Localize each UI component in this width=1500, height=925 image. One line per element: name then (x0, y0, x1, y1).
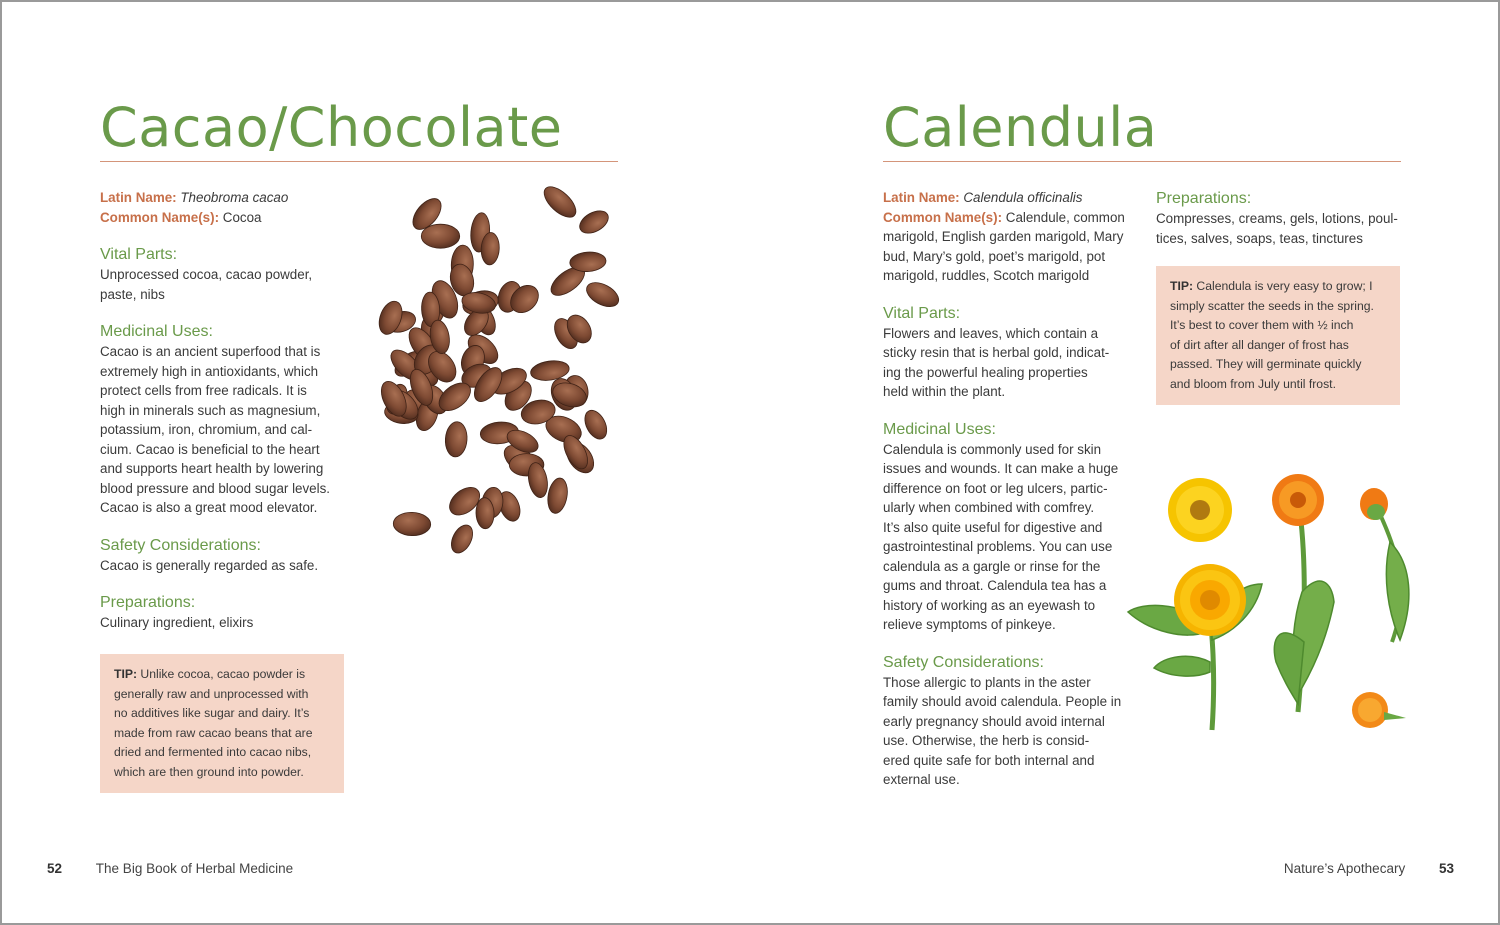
text-line: family should avoid calendula. People in (883, 694, 1122, 709)
text-line: blood pressure and blood sugar levels. (100, 480, 331, 496)
text-line: early pregnancy should avoid internal (883, 713, 1105, 729)
page-number-left: 52 (47, 861, 63, 876)
calendula-flowers-image (1120, 472, 1420, 742)
text-line: paste, nibs (100, 286, 165, 302)
calendula-plant-bud (1360, 488, 1409, 642)
text-line: calendula as a gargle or rinse for the (883, 558, 1101, 574)
tip-line: which are then ground into powder. (114, 764, 304, 779)
cacao-bean (569, 251, 606, 273)
text-line: gums and throat. Calendula tea has a (883, 578, 1107, 593)
vital-parts-heading: Vital Parts: (883, 304, 961, 322)
cacao-bean (421, 224, 459, 248)
text-line: Compresses, creams, gels, lotions, poul- (1156, 211, 1398, 226)
text-line: high in minerals such as magnesium, (100, 402, 321, 418)
calendula-plant-orange (1272, 474, 1334, 712)
tip-box-calendula: TIP: Calendula is very easy to grow; I simply scatter the seeds in the spring. It’s best to cover them with ½ inch of dirt after all danger of frost has passed. They will germinate quickly and bloom from July until frost. (1156, 266, 1400, 405)
tip-line: passed. They will germinate quickly (1170, 357, 1362, 371)
footer-right (1284, 861, 1454, 876)
text-line: tices, salves, soaps, teas, tinctures (1156, 230, 1363, 246)
page-number-right: 53 (1438, 861, 1454, 876)
text-line: Culinary ingredient, elixirs (100, 615, 254, 630)
text-line: potassium, iron, chromium, and cal- (100, 422, 313, 437)
text-line: held within the plant. (883, 384, 1006, 399)
text-line: Cacao is generally regarded as safe. (100, 557, 319, 573)
cacao-bean (447, 522, 477, 557)
medicinal-uses-section (883, 419, 1138, 635)
cacao-text-column (100, 188, 350, 633)
running-title-right: Nature’s Apothecary (1283, 861, 1406, 876)
text-line: extremely high in antioxidants, which (100, 363, 319, 379)
tip-line: and bloom from July until frost. (1170, 376, 1336, 391)
medicinal-uses-section (100, 321, 350, 518)
cacao-beans-image (352, 174, 652, 559)
text-line: bud, Mary’s gold, poet’s marigold, pot (883, 248, 1106, 264)
cacao-bean (539, 181, 581, 222)
preparations-heading: Preparations: (1156, 190, 1252, 207)
tip-line: dried and fermented into cacao nibs, (114, 745, 312, 759)
cacao-bean (393, 512, 431, 536)
vital-parts-section (100, 244, 350, 304)
safety-heading: Safety Considerations: (100, 536, 261, 554)
safety-section (883, 652, 1138, 790)
text-line: protect cells from free radicals. It is (100, 383, 307, 398)
text-line: Those allergic to plants in the aster (883, 674, 1091, 690)
text-line: ularly when combined with comfrey. (883, 500, 1095, 515)
text-line: issues and wounds. It can make a huge (883, 461, 1119, 476)
safety-heading: Safety Considerations: (883, 653, 1044, 671)
text-line: relieve symptoms of pinkeye. (883, 617, 1056, 632)
page-title-calendula: Calendula (883, 96, 1158, 159)
medicinal-uses-heading: Medicinal Uses: (100, 323, 213, 340)
latin-name-line: Latin Name: Calendula officinalis (883, 190, 1083, 205)
text-line: Calendula is commonly used for skin (883, 441, 1102, 457)
calendula-flower-small-yellow (1168, 478, 1232, 542)
latin-name-line: Latin Name: Theobroma cacao (100, 190, 289, 205)
calendula-flower-small-orange (1352, 692, 1406, 728)
text-line: history of working as an eyewash to (883, 597, 1096, 613)
tip-box-cacao: TIP: Unlike cocoa, cacao powder is generally raw and unprocessed with no additives like sugar and dairy. It’s made from raw cacao beans that are dried and fermented into cacao nibs, which are then ground into powder. (100, 654, 344, 793)
common-name-line: Common Name(s): Calendule, common (883, 209, 1125, 225)
vital-parts-section (883, 303, 1138, 402)
cacao-bean (576, 206, 612, 237)
page-title-cacao: Cacao/Chocolate (100, 96, 563, 159)
text-line: ing the powerful healing properties (883, 364, 1088, 380)
text-line: marigold, English garden marigold, Mary (883, 229, 1124, 244)
text-line: cium. Cacao is beneficial to the heart (100, 441, 320, 457)
cacao-bean (580, 407, 611, 443)
preparations-heading: Preparations: (100, 594, 196, 611)
tip-line: of dirt after all danger of frost has (1170, 337, 1349, 352)
footer-left (47, 861, 293, 876)
tip-line: no additives like sugar and dairy. It’s (114, 706, 310, 720)
vital-parts-heading: Vital Parts: (100, 246, 178, 263)
tip-line: generally raw and unprocessed with (114, 686, 309, 701)
text-line: gastrointestinal problems. You can use (883, 539, 1113, 554)
calendula-plant-yellow (1128, 564, 1262, 730)
text-line: Cacao is an ancient superfood that is (100, 344, 321, 359)
tip-label: TIP: (1170, 279, 1194, 293)
preparations-section (100, 592, 350, 633)
cacao-bean (444, 421, 468, 458)
tip-line: made from raw cacao beans that are (114, 725, 313, 740)
safety-section (100, 535, 350, 576)
text-line: marigold, ruddles, Scotch marigold (883, 268, 1090, 283)
medicinal-uses-heading: Medicinal Uses: (883, 420, 996, 438)
title-rule-right (883, 161, 1401, 162)
tip-label: TIP: (114, 667, 138, 681)
text-line: sticky resin that is herbal gold, indicat- (883, 345, 1110, 360)
text-line: use. Otherwise, the herb is consid- (883, 733, 1090, 748)
common-name-line: Common Name(s): Cocoa (100, 209, 262, 225)
tip-line: It’s best to cover them with ½ inch (1170, 318, 1354, 332)
title-rule-left (100, 161, 618, 162)
text-line: difference on foot or leg ulcers, partic- (883, 480, 1108, 496)
text-line: Flowers and leaves, which contain a (883, 325, 1099, 341)
text-line: and supports heart health by lowering (100, 461, 324, 476)
tip-line: simply scatter the seeds in the spring. (1170, 298, 1374, 313)
text-line: external use. (883, 772, 960, 787)
calendula-text-column (883, 188, 1138, 790)
text-line: Cacao is also a great mood elevator. (100, 500, 318, 515)
cacao-bean (583, 278, 623, 312)
cacao-bean (545, 477, 570, 515)
running-title-left: The Big Book of Herbal Medicine (95, 861, 294, 876)
text-line: It’s also quite useful for digestive and (883, 519, 1103, 535)
calendula-side-column (1156, 188, 1406, 248)
text-line: Unprocessed cocoa, cacao powder, (100, 267, 313, 282)
text-line: ered quite safe for both internal and (883, 752, 1095, 768)
